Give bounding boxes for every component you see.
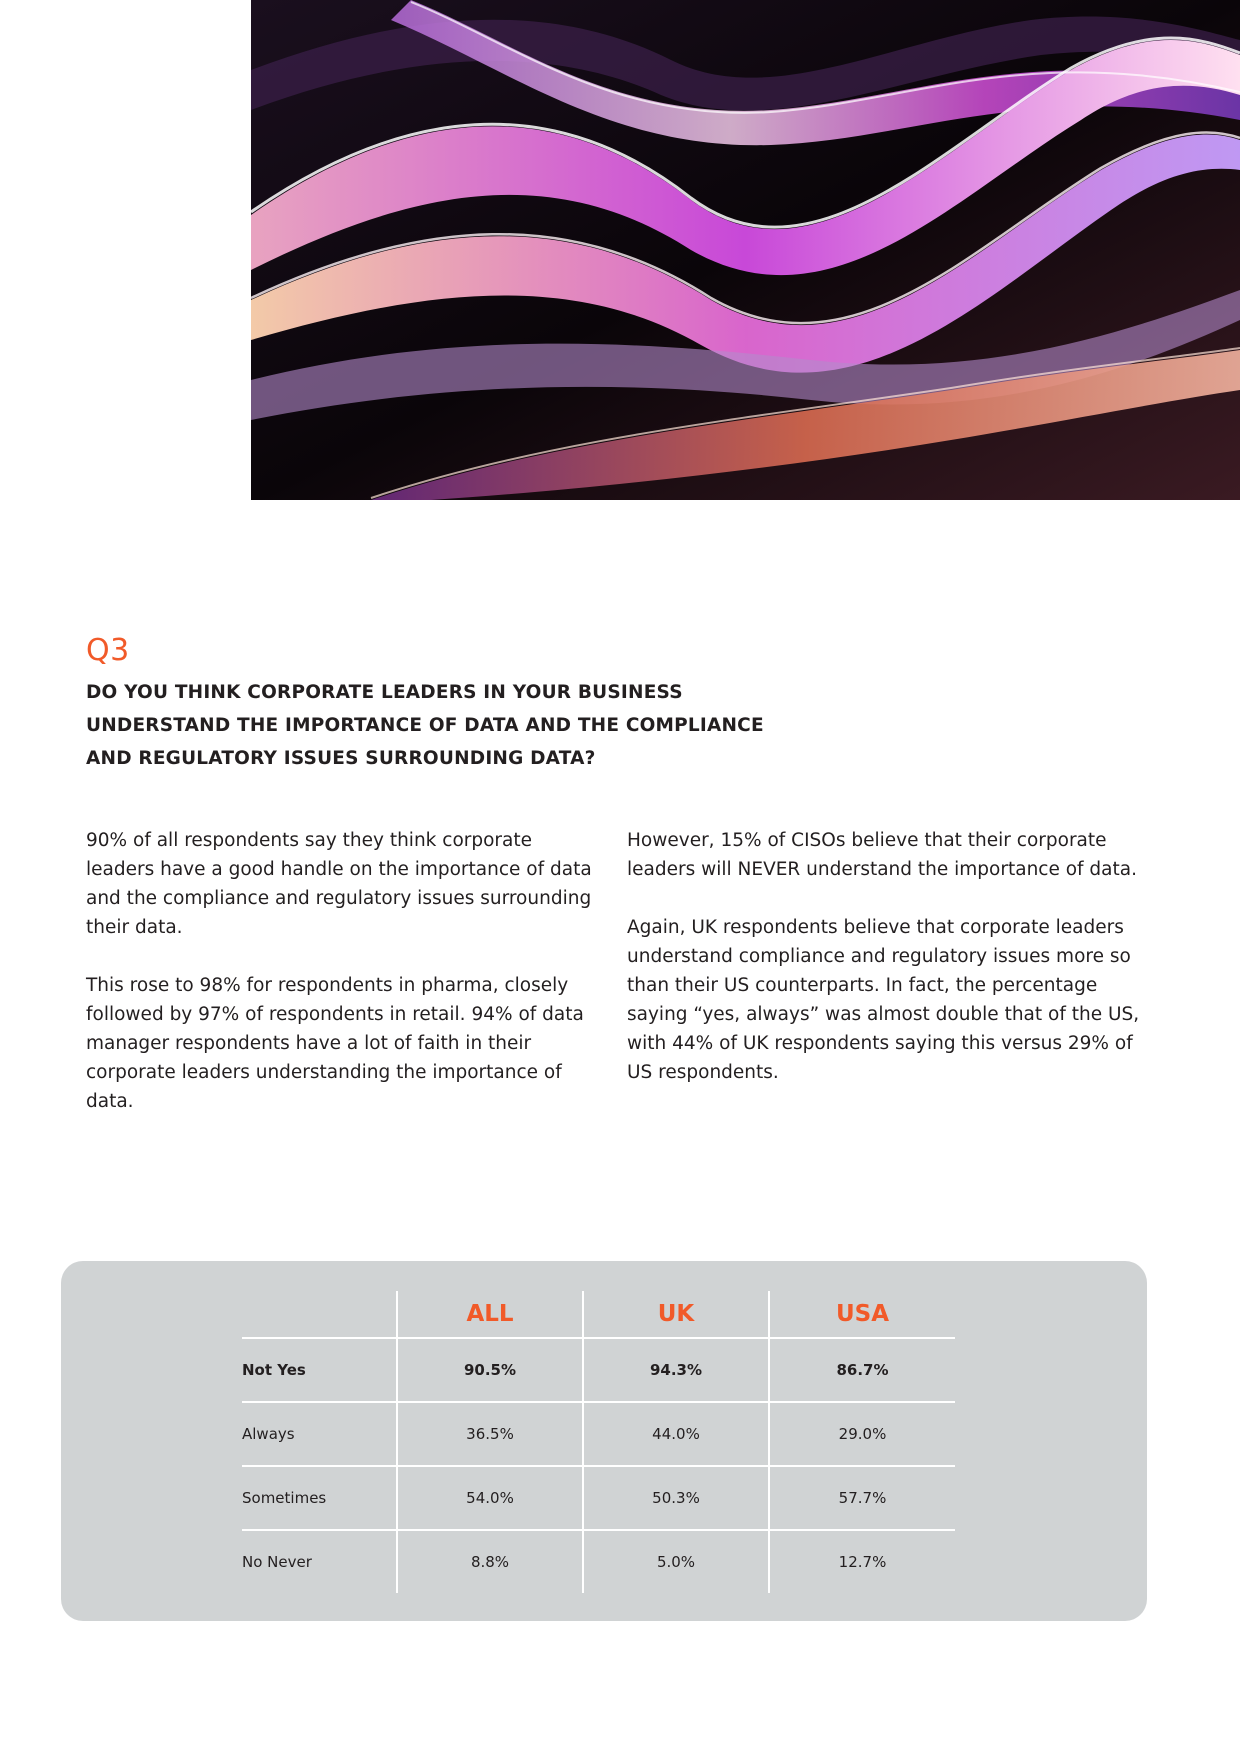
row-label: No Never — [242, 1553, 312, 1571]
table-row — [242, 1530, 955, 1593]
table-header-usa: USA — [769, 1291, 955, 1338]
question-title: DO YOU THINK CORPORATE LEADERS IN YOUR BUSINESS UNDERSTAND THE IMPORTANCE OF DATA AND THE COMPLIANCE AND REGULATORY ISSUES SURROUNDING DATA? — [86, 682, 764, 769]
table-row — [242, 1466, 955, 1530]
body-paragraph: However, 15% of CISOs believe that their corporate leaders will NEVER understand the importance of data. — [627, 830, 1137, 880]
table-header-empty — [242, 1291, 397, 1338]
cell-usa: 29.0% — [769, 1402, 955, 1466]
abstract-waves-graphic — [251, 0, 1240, 500]
table-header-uk: UK — [583, 1291, 769, 1338]
body-paragraph: 90% of all respondents say they think corporate leaders have a good handle on the importance of data and the compliance and regulatory issues surrounding their data. — [86, 830, 592, 938]
cell-all: 90.5% — [397, 1338, 583, 1402]
cell-all: 54.0% — [397, 1466, 583, 1530]
cell-usa: 57.7% — [769, 1466, 955, 1530]
cell-uk: 5.0% — [583, 1530, 769, 1593]
cell-uk: 50.3% — [583, 1466, 769, 1530]
cell-usa: 12.7% — [769, 1530, 955, 1593]
row-label: Not Yes — [242, 1338, 397, 1402]
cell-usa: 86.7% — [769, 1338, 955, 1402]
row-label: Always — [242, 1402, 397, 1466]
cell-uk: 94.3% — [583, 1338, 769, 1402]
results-table — [242, 1291, 955, 1593]
table-row — [242, 1338, 955, 1402]
body-paragraph: This rose to 98% for respondents in pharma, closely followed by 97% of respondents in retail. 94% of data manager respondents have a lot of faith in their corporate leaders understanding the importance of data. — [86, 975, 584, 1112]
cell-uk: 44.0% — [583, 1402, 769, 1466]
row-label: Sometimes — [242, 1466, 397, 1530]
body-column-right — [627, 826, 1147, 1116]
table-header-all: ALL — [397, 1291, 583, 1338]
table-header-row — [242, 1291, 955, 1338]
cell-all: 36.5% — [397, 1402, 583, 1466]
cell-all: 8.8% — [397, 1530, 583, 1593]
question-number: Q3 — [86, 633, 130, 668]
body-column-left — [86, 826, 606, 1145]
hero-image — [251, 0, 1240, 500]
results-panel — [61, 1261, 1147, 1621]
table-row — [242, 1402, 955, 1466]
body-paragraph: Again, UK respondents believe that corporate leaders understand compliance and regulatory issues more so than their US counterparts. In fact, the percentage saying “yes, always” was almost double that of the US, with 44% of UK respondents saying this versus 29% of US respondents. — [627, 917, 1140, 1083]
